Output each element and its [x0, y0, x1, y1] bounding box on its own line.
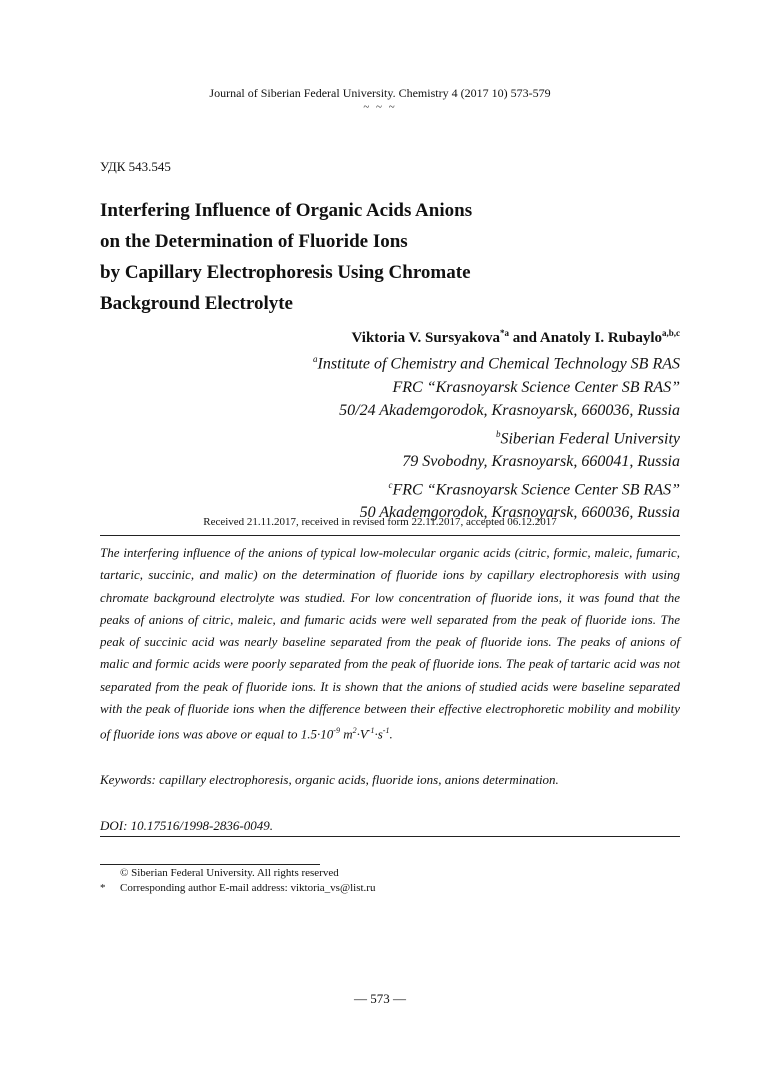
author-name: Viktoria V. Sursyakova — [351, 330, 501, 346]
author-affiliation-mark: *a — [500, 328, 510, 338]
affiliation-line: $^c$FRC “Krasnoyarsk Science Center SB RAS” — [388, 479, 680, 499]
author-conjunction: and — [509, 330, 540, 346]
footnote-rule — [100, 864, 320, 865]
affiliation-line: $^b$Siberian Federal University — [495, 428, 680, 447]
title-line: Interfering Influence of Organic Acids Anions — [100, 200, 473, 221]
abstract-bottom-rule — [100, 836, 680, 837]
affiliation-mark: a — [313, 354, 318, 364]
keywords: Keywords: capillary electrophoresis, organic acids, fluoride ions, anions determination. — [100, 772, 559, 787]
author-list — [352, 328, 680, 347]
affiliations — [313, 348, 680, 525]
footnote-copyright: © Siberian Federal University. All rights reserved — [120, 867, 339, 879]
affiliation-line: 79 Svobodny, Krasnoyarsk, 660041, Russia — [402, 453, 680, 471]
paper-title — [100, 195, 620, 319]
title-line: on the Determination of Fluoride Ions — [100, 231, 408, 252]
footnote-corresponding: * Corresponding author E-mail address: viktoria_vs@list.ru — [100, 882, 376, 894]
received-dates: Received 21.11.2017, received in revised form 22.11.2017, accepted 06.12.2017 — [203, 516, 557, 528]
affiliation-line: 50/24 Akademgorodok, Krasnoyarsk, 660036, Russia — [339, 402, 680, 420]
affiliation-mark: c — [388, 479, 393, 490]
author-affiliation-mark: a,b,c — [662, 328, 680, 338]
affiliation-mark: b — [495, 428, 501, 439]
affiliation-line: $^a$Institute of Chemistry and Chemical Technology SB RAS — [313, 354, 680, 373]
page-number: — 573 — — [354, 991, 406, 1006]
journal-header: Journal of Siberian Federal University. Chemistry 4 (2017 10) 573-579 — [209, 86, 551, 100]
author-name: Anatoly I. Rubaylo — [539, 330, 662, 346]
doi: DOI: 10.17516/1998-2836-0049. — [100, 818, 273, 833]
header-ornament: ~ ~ ~ — [363, 101, 397, 113]
udk-code: УДК 543.545 — [100, 159, 171, 174]
title-line: Background Electrolyte — [100, 293, 293, 314]
abstract-top-rule — [100, 535, 680, 536]
title-line: by Capillary Electrophoresis Using Chromate — [100, 262, 471, 283]
abstract: The interfering influence of the anions of typical low-molecular organic acids (citric, formic, maleic, fumaric, tartaric, succinic, and malic) on the determination of fluoride ions by capillary electrophoresis with using chromate background electrolyte was studied. For low concentration of fluoride ions, it was found that the peaks of anions of citric, maleic, and fumaric acids were well separated from the peak of fluoride ions. The peak of succinic acid was nearly baseline separated from the peak of fluoride ions. The peaks of anions of malic and formic acids were poorly separated from the peak of fluoride ions. The peak of tartaric acid was not separated from the peak of fluoride ions. It is shown that the anions of studied acids were baseline separated with the peak of fluoride ions when the difference between their effective electrophoretic mobility and mobility of fluoride ions was above or equal to $1.5\cdot 10^{-9}$ $m^2\cdot V^{-1}\cdot s^{-1}$. — [100, 545, 680, 742]
affiliation-line: FRC “Krasnoyarsk Science Center SB RAS” — [392, 378, 680, 396]
affiliation-line: 50 Akademgorodok, Krasnoyarsk, 660036, Russia — [359, 504, 680, 522]
footnote-star: * — [100, 882, 106, 894]
